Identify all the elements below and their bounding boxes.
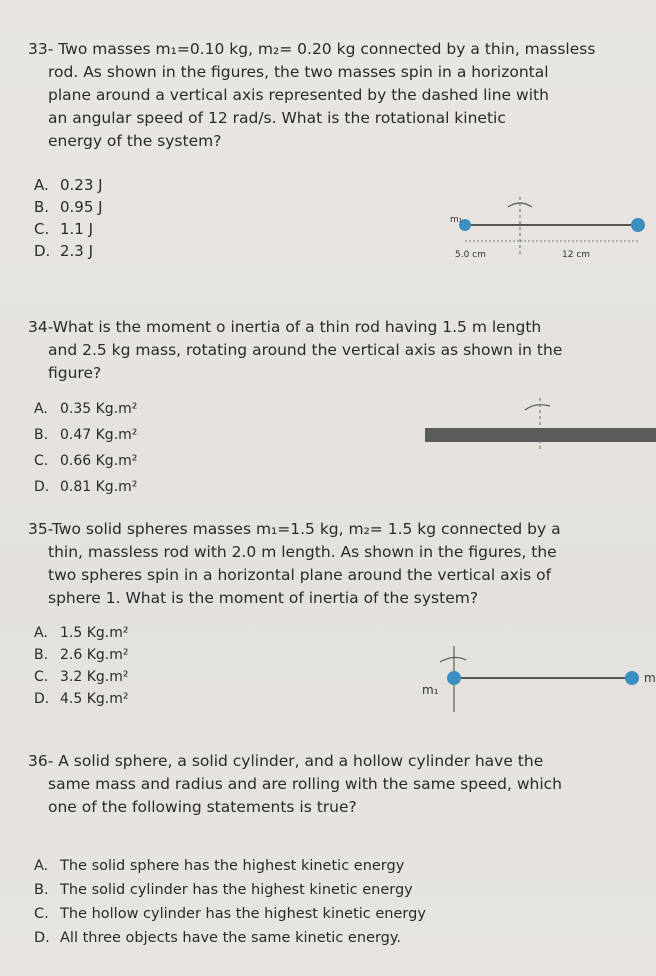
option-text: 1.5 Kg.m²: [60, 625, 129, 641]
option-c[interactable]: [34, 666, 128, 688]
option-b[interactable]: [34, 644, 128, 666]
q36-line: one of the following statements is true?: [48, 798, 357, 816]
option-text: 2.6 Kg.m²: [60, 647, 129, 663]
option-letter: D.: [34, 242, 51, 260]
m2-label: m: [644, 671, 656, 685]
q33-line: an angular speed of 12 rad/s. What is the rotational kinetic: [48, 109, 506, 127]
option-d[interactable]: [34, 926, 426, 950]
option-text: All three objects have the same kinetic energy.: [60, 930, 401, 946]
q36-options: [34, 854, 426, 950]
question-35-text: [28, 518, 632, 610]
thin-rod: [425, 428, 656, 442]
distance-2-label: 12 cm: [562, 250, 591, 260]
option-letter: B.: [34, 647, 49, 663]
option-a[interactable]: [34, 622, 128, 644]
q34-figure: [425, 390, 656, 460]
option-letter: D.: [34, 479, 50, 495]
option-text: 4.5 Kg.m²: [60, 691, 129, 707]
question-33-text: [28, 38, 632, 153]
q35-line: 35-Two solid spheres masses m₁=1.5 kg, m₂= 1.5 kg connected by a: [28, 520, 561, 538]
option-d[interactable]: [34, 688, 128, 710]
option-letter: D.: [34, 691, 50, 707]
option-text: 0.66 Kg.m²: [60, 453, 138, 469]
question-36: [28, 750, 632, 819]
option-letter: A.: [34, 401, 48, 417]
option-text: The solid cylinder has the highest kinetic energy: [60, 882, 413, 898]
sphere-m2: [625, 671, 639, 685]
q36-line: 36- A solid sphere, a solid cylinder, and a hollow cylinder have the: [28, 752, 544, 770]
option-text: 0.35 Kg.m²: [60, 401, 138, 417]
option-letter: D.: [34, 930, 50, 946]
mass-m2: [631, 218, 645, 232]
q35-line: sphere 1. What is the moment of inertia of the system?: [48, 589, 479, 607]
distance-1-label: 5.0 cm: [455, 250, 486, 260]
m1-label: m₁: [450, 215, 463, 225]
question-36-text: [28, 750, 632, 819]
q34-line: and 2.5 kg mass, rotating around the vertical axis as shown in the: [48, 341, 563, 359]
option-letter: B.: [34, 882, 49, 898]
q35-options: [34, 622, 128, 710]
option-a[interactable]: [34, 396, 137, 422]
m1-label: m₁: [422, 683, 439, 697]
q36-line: same mass and radius and are rolling with the same speed, which: [48, 775, 562, 793]
option-text: The solid sphere has the highest kinetic energy: [60, 858, 405, 874]
q34-line: figure?: [48, 364, 102, 382]
option-text: 1.1 J: [60, 220, 94, 238]
sphere-m1: [447, 671, 461, 685]
question-33: [28, 38, 632, 153]
option-b[interactable]: [34, 196, 103, 218]
q34-options: [34, 396, 137, 500]
q33-line: rod. As shown in the figures, the two masses spin in a horizontal: [48, 63, 549, 81]
option-letter: B.: [34, 427, 49, 443]
option-c[interactable]: [34, 902, 426, 926]
q33-figure: [450, 195, 650, 270]
option-b[interactable]: [34, 422, 137, 448]
q35-line: two spheres spin in a horizontal plane around the vertical axis of: [48, 566, 552, 584]
option-text: The hollow cylinder has the highest kinetic energy: [60, 906, 426, 922]
q33-options: [34, 174, 103, 262]
option-text: 0.95 J: [60, 198, 103, 216]
q35-figure: [400, 640, 656, 715]
option-a[interactable]: [34, 854, 426, 878]
q35-line: thin, massless rod with 2.0 m length. As shown in the figures, the: [48, 543, 557, 561]
q34-line: 34-What is the moment o inertia of a thin rod having 1.5 m length: [28, 318, 542, 336]
option-letter: A.: [34, 858, 49, 874]
question-34: [28, 316, 632, 385]
option-text: 2.3 J: [60, 242, 94, 260]
option-letter: A.: [34, 625, 48, 641]
q33-line: 33- Two masses m₁=0.10 kg, m₂= 0.20 kg connected by a thin, massless: [28, 40, 596, 58]
option-text: 3.2 Kg.m²: [60, 669, 129, 685]
rotation-arrow-icon: [525, 405, 550, 410]
option-d[interactable]: [34, 474, 137, 500]
option-b[interactable]: [34, 878, 426, 902]
question-34-text: [28, 316, 632, 385]
option-letter: A.: [34, 176, 49, 194]
option-letter: C.: [34, 906, 49, 922]
option-text: 0.47 Kg.m²: [60, 427, 138, 443]
option-letter: C.: [34, 453, 49, 469]
option-text: 0.23 J: [60, 176, 103, 194]
question-35: [28, 518, 632, 610]
option-c[interactable]: [34, 448, 137, 474]
q33-line: plane around a vertical axis represented by the dashed line with: [48, 86, 549, 104]
option-letter: C.: [34, 669, 49, 685]
option-text: 0.81 Kg.m²: [60, 479, 138, 495]
option-c[interactable]: [34, 218, 103, 240]
option-letter: C.: [34, 220, 50, 238]
rotation-arrow-icon: [440, 657, 466, 662]
option-letter: B.: [34, 198, 50, 216]
option-d[interactable]: [34, 240, 103, 262]
q33-line: energy of the system?: [48, 132, 222, 150]
option-a[interactable]: [34, 174, 103, 196]
